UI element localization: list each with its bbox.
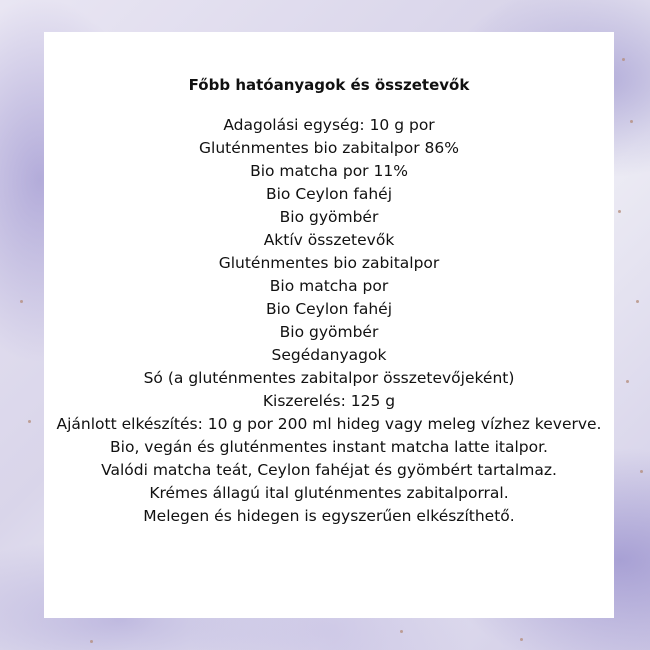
- heading: Főbb hatóanyagok és összetevők: [188, 76, 470, 94]
- text-line: Bio matcha por 11%: [250, 162, 408, 180]
- glitter-speck: [626, 380, 629, 383]
- section-label: Aktív összetevők: [263, 231, 395, 249]
- glitter-speck: [622, 58, 625, 61]
- text-line: Gluténmentes bio zabitalpor: [218, 254, 440, 272]
- glitter-speck: [28, 420, 31, 423]
- glitter-speck: [20, 300, 23, 303]
- text-line: Bio gyömbér: [279, 323, 379, 341]
- glitter-speck: [630, 120, 633, 123]
- glitter-speck: [636, 300, 639, 303]
- text-line: Só (a gluténmentes zabitalpor összetevőjeként): [143, 369, 515, 387]
- glitter-speck: [90, 640, 93, 643]
- glitter-speck: [520, 638, 523, 641]
- glitter-speck: [618, 210, 621, 213]
- description-line: Bio, vegán és gluténmentes instant matcha latte italpor.: [110, 438, 548, 456]
- text-line: Gluténmentes bio zabitalpor 86%: [199, 139, 459, 157]
- description-line: Valódi matcha teát, Ceylon fahéjat és gyömbért tartalmaz.: [101, 461, 557, 479]
- glitter-speck: [400, 630, 403, 633]
- text-line: Adagolási egység: 10 g por: [223, 116, 435, 134]
- package-size: Kiszerelés: 125 g: [262, 392, 396, 410]
- preparation-text: Ajánlott elkészítés: 10 g por 200 ml hideg vagy meleg vízhez keverve.: [56, 415, 602, 433]
- glitter-speck: [640, 470, 643, 473]
- text-line: Bio Ceylon fahéj: [265, 300, 393, 318]
- text-line: Bio matcha por: [269, 277, 389, 295]
- ingredients-card: [44, 32, 614, 618]
- text-line: Bio Ceylon fahéj: [265, 185, 393, 203]
- ingredient-list: [44, 114, 614, 528]
- description-line: Krémes állagú ital gluténmentes zabitalporral.: [149, 484, 509, 502]
- text-line: Bio gyömbér: [279, 208, 379, 226]
- description-line: Melegen és hidegen is egyszerűen elkészíthető.: [143, 507, 515, 525]
- section-label: Segédanyagok: [271, 346, 387, 364]
